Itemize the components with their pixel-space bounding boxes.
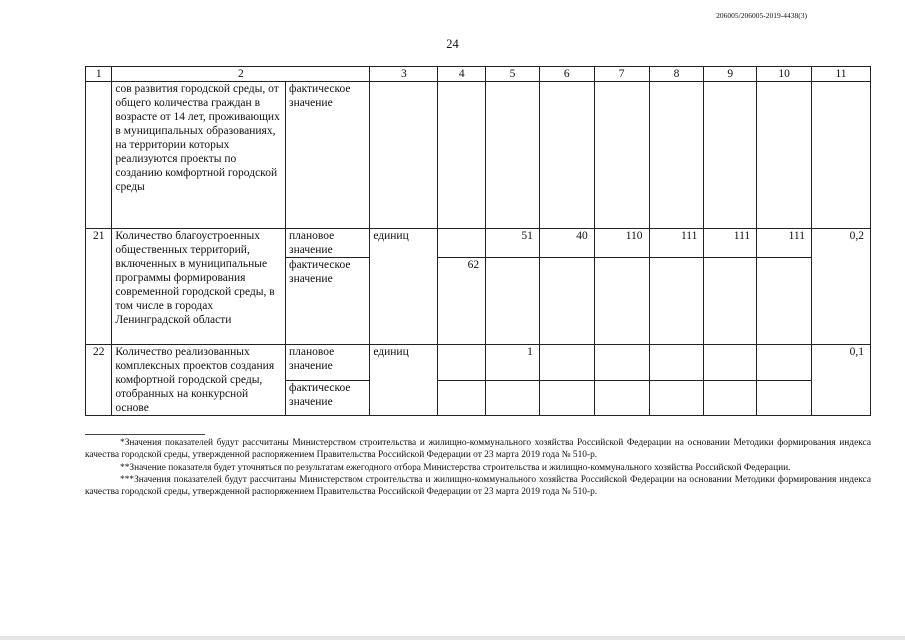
unit-cell: единиц: [370, 229, 438, 345]
value-cell: [704, 345, 757, 381]
row-number-cell: 21: [86, 229, 112, 345]
value-cell: [649, 82, 704, 229]
header-cell: 11: [811, 67, 870, 82]
value-cell: 110: [594, 229, 649, 258]
header-cell: 2: [112, 67, 370, 82]
value-cell: [649, 345, 704, 381]
value-cell: 1: [486, 345, 540, 381]
value-cell: 111: [704, 229, 757, 258]
header-cell: 10: [757, 67, 812, 82]
value-type-cell: плановое значение: [286, 229, 370, 258]
page-number: 24: [446, 37, 459, 51]
value-cell: [704, 258, 757, 345]
table-row: [86, 82, 871, 229]
value-cell: [757, 380, 812, 416]
table-row: [86, 229, 871, 258]
indicator-name-cell: сов развития городской среды, от общего количества граждан в возрасте от 14 лет, проживающих в муниципальных образованиях, на территории которых реализуются проекты по созданию комфортной городской среды: [112, 82, 286, 229]
value-cell: [486, 82, 540, 229]
indicators-table: [85, 66, 871, 416]
unit-cell: [370, 82, 438, 229]
row-number-cell: [86, 82, 112, 229]
footnote: *Значения показателей будут рассчитаны Министерством строительства и жилищно-коммунального хозяйства Российской Федерации на основании Методики формирования индекса качества городской среды, утвержденной распоряжением Правительства Российской Федерации от 23 марта 2019 года № 510-р.: [85, 438, 871, 461]
value-cell: [438, 229, 486, 258]
header-cell: 1: [86, 67, 112, 82]
value-cell: [486, 258, 540, 345]
value-cell: [757, 82, 812, 229]
footnote-divider: [85, 434, 205, 435]
value-cell: [486, 380, 540, 416]
value-cell: [594, 258, 649, 345]
unit-cell: единиц: [370, 345, 438, 416]
value-cell: [594, 82, 649, 229]
value-cell: [438, 345, 486, 381]
footnotes: [85, 437, 871, 498]
header-cell: 3: [370, 67, 438, 82]
document-id: 206005/206005-2019-4438(3): [716, 11, 807, 20]
value-cell: [438, 82, 486, 229]
indicator-name-cell: Количество реализованных комплексных проектов создания комфортной городской среды, отобранных на конкурсной основе: [112, 345, 286, 416]
footnote: ***Значения показателей будут рассчитаны Министерством строительства и жилищно-коммунального хозяйства Российской Федерации на основании Методики формирования индекса качества городской среды, утвержденной распоряжением Правительства Российской Федерации от 23 марта 2019 года № 510-р.: [85, 474, 871, 498]
header-cell: 8: [649, 67, 704, 82]
scan-bottom-edge: [0, 636, 905, 640]
weight-cell: 0,1: [811, 345, 870, 416]
value-cell: [539, 82, 594, 229]
value-cell: [594, 380, 649, 416]
value-type-cell: фактическое значение: [286, 82, 370, 229]
weight-cell: [811, 82, 870, 229]
value-type-cell: фактическое значение: [286, 258, 370, 345]
value-cell: 51: [486, 229, 540, 258]
table-row: [86, 345, 871, 381]
value-cell: [757, 345, 812, 381]
weight-cell: 0,2: [811, 229, 870, 345]
value-cell: 111: [649, 229, 704, 258]
indicator-name-cell: Количество благоустроенных общественных территорий, включенных в муниципальные программы формирования современной городской среды, в том числе в городах Ленинградской области: [112, 229, 286, 345]
footnote: **Значение показателя будет уточняться по результатам ежегодного отбора Министерства строительства и жилищно-коммунального хозяйства Российской Федерации.: [120, 462, 791, 473]
value-cell: [438, 380, 486, 416]
value-cell: 111: [757, 229, 812, 258]
value-type-cell: плановое значение: [286, 345, 370, 381]
value-cell: [539, 345, 594, 381]
value-cell: [539, 380, 594, 416]
table-header-row: [86, 67, 871, 82]
value-cell: [594, 345, 649, 381]
value-cell: [757, 258, 812, 345]
value-cell: [649, 380, 704, 416]
header-cell: 5: [486, 67, 540, 82]
value-cell: 40: [539, 229, 594, 258]
value-cell: [704, 380, 757, 416]
value-cell: 62: [438, 258, 486, 345]
value-cell: [649, 258, 704, 345]
header-cell: 6: [539, 67, 594, 82]
header-cell: 7: [594, 67, 649, 82]
row-number-cell: 22: [86, 345, 112, 416]
value-cell: [539, 258, 594, 345]
header-cell: 4: [438, 67, 486, 82]
value-type-cell: фактическое значение: [286, 380, 370, 416]
header-cell: 9: [704, 67, 757, 82]
value-cell: [704, 82, 757, 229]
